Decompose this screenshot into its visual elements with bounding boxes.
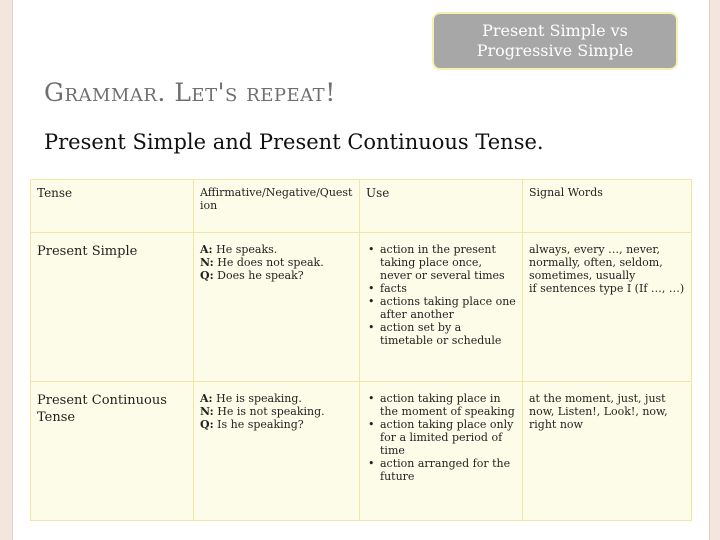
use-cell <box>360 233 523 382</box>
form-affirmative: A: He speaks. <box>200 243 278 256</box>
topic-box <box>432 12 678 70</box>
table-header-row <box>31 180 692 233</box>
slide-subtitle: Present Simple and Present Continuous Tense. <box>44 130 544 154</box>
topic-line-1: Present Simple vs <box>482 21 628 40</box>
header-forms: Affirmative/Negative/Question <box>194 180 360 233</box>
topic-line-2: Progressive Simple <box>476 41 634 60</box>
tense-table <box>30 179 692 521</box>
use-cell <box>360 382 523 521</box>
use-item: • action taking place only for a limited period of time <box>368 418 514 457</box>
table-row <box>31 233 692 382</box>
table-row <box>31 382 692 521</box>
heading-text: Grammar. Let's repeat! <box>44 78 336 107</box>
use-item: • facts <box>368 282 407 295</box>
signal-words-cell: at the moment, just, just now, Listen!, Look!, now, right now <box>523 382 692 521</box>
form-negative: N: He does not speak. <box>200 256 324 269</box>
use-item: • action set by a timetable or schedule <box>368 321 502 347</box>
tense-cell: Present Simple <box>31 233 194 382</box>
form-question: Q: Is he speaking? <box>200 418 304 431</box>
form-question: Q: Does he speak? <box>200 269 304 282</box>
form-affirmative: A: He is speaking. <box>200 392 302 405</box>
header-tense: Tense <box>31 180 194 233</box>
forms-cell <box>194 382 360 521</box>
header-use: Use <box>360 180 523 233</box>
signal-words-cell: always, every …, never, normally, often, seldom, sometimes, usually if sentences type I (If …, …) <box>523 233 692 382</box>
form-negative: N: He is not speaking. <box>200 405 325 418</box>
tense-cell: Present Continuous Tense <box>31 382 194 521</box>
use-item: • action taking place in the moment of speaking <box>368 392 515 418</box>
use-item: • actions taking place one after another <box>368 295 516 321</box>
header-signal-words: Signal Words <box>523 180 692 233</box>
forms-cell <box>194 233 360 382</box>
use-item: • action arranged for the future <box>368 457 511 483</box>
use-item: • action in the present taking place once, never or several times <box>368 243 505 282</box>
slide-heading <box>44 78 336 107</box>
